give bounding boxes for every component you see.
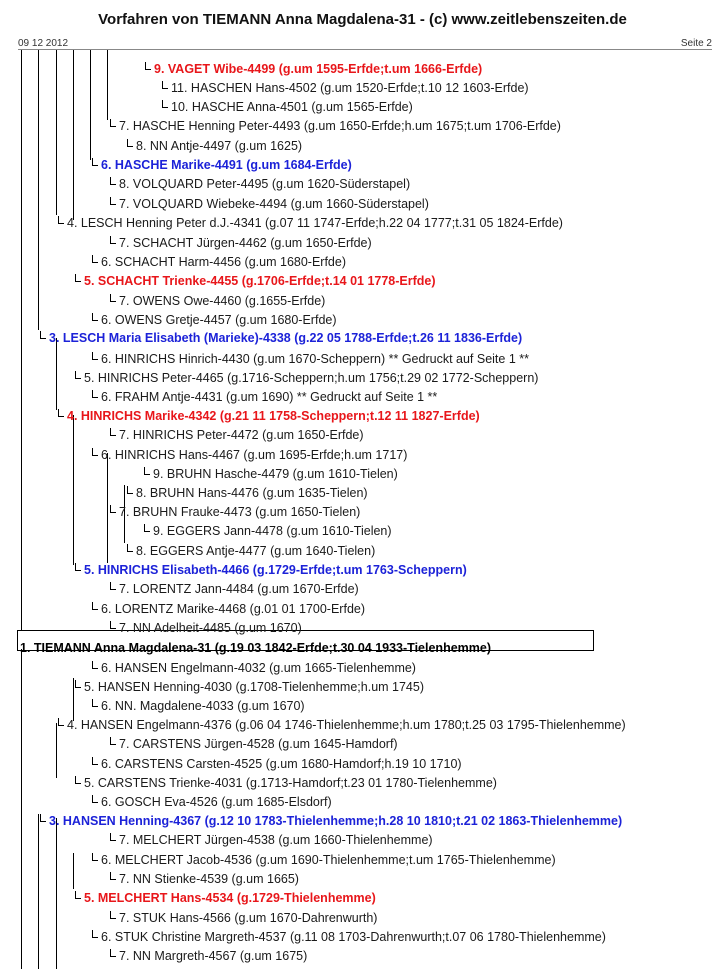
tree-connector bbox=[92, 390, 98, 398]
ancestor-entry bbox=[162, 100, 413, 114]
tree-connector bbox=[75, 891, 81, 899]
ancestor-text: 6. STUK Christine Margreth-4537 (g.11 08 1703-Dahrenwurth;t.07 06 1780-Thielenhemme) bbox=[101, 930, 606, 944]
ancestor-entry bbox=[75, 371, 538, 385]
tree-connector bbox=[110, 621, 116, 629]
tree-line bbox=[90, 50, 91, 160]
ancestor-entry bbox=[110, 119, 561, 133]
ancestor-text: 4. HINRICHS Marike-4342 (g.21 11 1758-Scheppern;t.12 11 1827-Erfde) bbox=[67, 409, 480, 423]
ancestor-entry bbox=[58, 409, 480, 423]
ancestor-entry bbox=[92, 853, 556, 867]
ancestor-text: 7. OWENS Owe-4460 (g.1655-Erfde) bbox=[119, 294, 326, 308]
header-divider bbox=[18, 49, 712, 50]
ancestor-text: 6. SCHACHT Harm-4456 (g.um 1680-Erfde) bbox=[101, 255, 346, 269]
ancestor-text: 7. HASCHE Henning Peter-4493 (g.um 1650-Erfde;h.um 1675;t.um 1706-Erfde) bbox=[119, 119, 561, 133]
ancestor-text: 7. NN Stienke-4539 (g.um 1665) bbox=[119, 872, 299, 886]
ancestor-entry bbox=[75, 891, 376, 905]
ancestor-entry bbox=[127, 486, 368, 500]
tree-connector bbox=[144, 467, 150, 475]
ancestor-entry bbox=[92, 602, 365, 616]
print-date: 09 12 2012 bbox=[18, 38, 69, 49]
ancestor-entry bbox=[92, 661, 416, 675]
ancestor-text: 6. LORENTZ Marike-4468 (g.01 01 1700-Erfde) bbox=[101, 602, 366, 616]
tree-connector bbox=[92, 158, 98, 166]
proband-entry bbox=[20, 641, 491, 655]
ancestor-entry bbox=[92, 255, 346, 269]
tree-connector bbox=[92, 352, 98, 360]
tree-connector bbox=[92, 313, 98, 321]
tree-connector bbox=[40, 814, 46, 822]
ancestor-text: 5. SCHACHT Trienke-4455 (g.1706-Erfde;t.14 01 1778-Erfde) bbox=[84, 274, 436, 288]
tree-connector bbox=[75, 371, 81, 379]
tree-connector bbox=[92, 795, 98, 803]
ancestor-text: 6. FRAHM Antje-4431 (g.um 1690) ** Gedruckt auf Seite 1 ** bbox=[101, 390, 438, 404]
tree-connector bbox=[58, 718, 64, 726]
ancestor-text: 6. MELCHERT Jacob-4536 (g.um 1690-Thielenhemme;t.um 1765-Thielenhemme) bbox=[101, 853, 556, 867]
tree-connector bbox=[58, 409, 64, 417]
tree-connector bbox=[92, 699, 98, 707]
ancestor-text: 5. HINRICHS Elisabeth-4466 (g.1729-Erfde;t.um 1763-Scheppern) bbox=[84, 563, 467, 577]
tree-connector bbox=[58, 216, 64, 224]
tree-line bbox=[56, 818, 57, 969]
ancestor-text: 4. LESCH Henning Peter d.J.-4341 (g.07 11 1747-Erfde;h.22 04 1777;t.31 05 1824-Erfde) bbox=[67, 216, 563, 230]
ancestor-text: 6. OWENS Gretje-4457 (g.um 1680-Erfde) bbox=[101, 313, 337, 327]
tree-connector bbox=[110, 582, 116, 590]
ancestor-entry bbox=[110, 197, 429, 211]
ancestor-text: 6. GOSCH Eva-4526 (g.um 1685-Elsdorf) bbox=[101, 795, 332, 809]
ancestor-text: 5. MELCHERT Hans-4534 (g.1729-Thielenhemme) bbox=[84, 891, 376, 905]
tree-connector bbox=[110, 505, 116, 513]
tree-line bbox=[73, 853, 74, 889]
ancestor-entry bbox=[110, 737, 398, 751]
ancestor-text: 7. NN Margreth-4567 (g.um 1675) bbox=[119, 949, 308, 963]
ancestor-text: 9. VAGET Wibe-4499 (g.um 1595-Erfde;t.um 1666-Erfde) bbox=[154, 62, 483, 76]
tree-line bbox=[73, 678, 74, 721]
tree-line bbox=[73, 415, 74, 565]
tree-line bbox=[107, 50, 108, 120]
ancestor-text: 1. TIEMANN Anna Magdalena-31 (g.19 03 1842-Erfde;t.30 04 1933-Tielenhemme) bbox=[20, 641, 492, 655]
ancestor-text: 5. HANSEN Henning-4030 (g.1708-Tielenhemme;h.um 1745) bbox=[84, 680, 424, 694]
ancestor-text: 7. VOLQUARD Wiebeke-4494 (g.um 1660-Süderstapel) bbox=[119, 197, 429, 211]
ancestor-entry bbox=[92, 757, 462, 771]
ancestor-text: 9. BRUHN Hasche-4479 (g.um 1610-Tielen) bbox=[153, 467, 398, 481]
ancestor-entry bbox=[110, 911, 377, 925]
ancestor-text: 8. VOLQUARD Peter-4495 (g.um 1620-Süderstapel) bbox=[119, 177, 411, 191]
ancestor-text: 7. CARSTENS Jürgen-4528 (g.um 1645-Hamdorf) bbox=[119, 737, 398, 751]
tree-line bbox=[21, 50, 22, 630]
ancestor-text: 11. HASCHEN Hans-4502 (g.um 1520-Erfde;t.10 12 1603-Erfde) bbox=[171, 81, 529, 95]
tree-connector bbox=[145, 62, 151, 70]
ancestor-entry bbox=[110, 872, 299, 886]
ancestor-entry bbox=[75, 274, 436, 288]
ancestor-entry bbox=[110, 833, 433, 847]
tree-connector bbox=[75, 680, 81, 688]
ancestor-entry bbox=[92, 352, 529, 366]
tree-connector bbox=[127, 139, 133, 147]
tree-connector bbox=[110, 872, 116, 880]
tree-connector bbox=[75, 776, 81, 784]
ancestor-entry bbox=[40, 331, 522, 345]
ancestor-text: 8. BRUHN Hans-4476 (g.um 1635-Tielen) bbox=[136, 486, 368, 500]
tree-connector bbox=[110, 833, 116, 841]
page-number: Seite 2 bbox=[680, 38, 712, 49]
tree-connector bbox=[162, 81, 168, 89]
ancestor-entry bbox=[162, 81, 529, 95]
tree-connector bbox=[144, 524, 150, 532]
tree-connector bbox=[110, 177, 116, 185]
ancestor-entry bbox=[92, 699, 305, 713]
ancestor-text: 6. CARSTENS Carsten-4525 (g.um 1680-Hamdorf;h.19 10 1710) bbox=[101, 757, 462, 771]
ancestor-entry bbox=[145, 62, 482, 76]
tree-connector bbox=[110, 236, 116, 244]
ancestor-text: 7. NN Adelheit-4485 (g.um 1670) bbox=[119, 621, 302, 635]
tree-connector bbox=[92, 930, 98, 938]
tree-connector bbox=[110, 119, 116, 127]
ancestor-text: 7. STUK Hans-4566 (g.um 1670-Dahrenwurth) bbox=[119, 911, 378, 925]
ancestor-entry bbox=[58, 718, 626, 732]
tree-connector bbox=[110, 294, 116, 302]
tree-connector bbox=[110, 737, 116, 745]
ancestor-text: 4. HANSEN Engelmann-4376 (g.06 04 1746-Thielenhemme;h.um 1780;t.25 03 1795-Thielenhemme) bbox=[67, 718, 626, 732]
ancestor-entry bbox=[92, 390, 437, 404]
ancestor-text: 6. HASCHE Marike-4491 (g.um 1684-Erfde) bbox=[101, 158, 352, 172]
ancestor-entry bbox=[110, 428, 364, 442]
ancestor-entry bbox=[92, 448, 407, 462]
ancestor-entry bbox=[40, 814, 622, 828]
ancestor-entry bbox=[110, 236, 372, 250]
tree-connector bbox=[127, 486, 133, 494]
ancestor-entry bbox=[110, 949, 307, 963]
tree-line bbox=[38, 814, 39, 969]
tree-connector bbox=[92, 757, 98, 765]
tree-line bbox=[21, 649, 22, 969]
ancestor-entry bbox=[58, 216, 563, 230]
tree-connector bbox=[110, 949, 116, 957]
ancestor-entry bbox=[127, 544, 375, 558]
ancestor-entry bbox=[92, 795, 332, 809]
tree-line bbox=[56, 50, 57, 215]
ancestor-text: 9. EGGERS Jann-4478 (g.um 1610-Tielen) bbox=[153, 524, 392, 538]
tree-connector bbox=[75, 563, 81, 571]
tree-line bbox=[73, 50, 74, 220]
ancestor-entry bbox=[110, 582, 359, 596]
ancestor-entry bbox=[92, 313, 337, 327]
ancestor-text: 6. HINRICHS Hans-4467 (g.um 1695-Erfde;h.um 1717) bbox=[101, 448, 408, 462]
tree-connector bbox=[110, 428, 116, 436]
tree-connector bbox=[92, 602, 98, 610]
ancestor-text: 3. HANSEN Henning-4367 (g.12 10 1783-Thielenhemme;h.28 10 1810;t.21 02 1863-Thielenhemme) bbox=[49, 814, 623, 828]
ancestor-text: 7. LORENTZ Jann-4484 (g.um 1670-Erfde) bbox=[119, 582, 359, 596]
tree-line bbox=[38, 50, 39, 330]
ancestor-entry bbox=[110, 505, 360, 519]
tree-line bbox=[107, 453, 108, 563]
ancestor-text: 6. HANSEN Engelmann-4032 (g.um 1665-Tielenhemme) bbox=[101, 661, 416, 675]
tree-connector bbox=[92, 853, 98, 861]
tree-connector bbox=[162, 100, 168, 108]
tree-connector bbox=[92, 255, 98, 263]
ancestor-entry bbox=[110, 621, 302, 635]
page-title: Vorfahren von TIEMANN Anna Magdalena-31 - (c) www.zeitlebenszeiten.de bbox=[98, 11, 627, 28]
ancestor-entry bbox=[92, 158, 352, 172]
ancestor-entry bbox=[75, 680, 424, 694]
tree-line bbox=[56, 338, 57, 410]
ancestor-text: 10. HASCHE Anna-4501 (g.um 1565-Erfde) bbox=[171, 100, 413, 114]
ancestor-entry bbox=[110, 294, 325, 308]
tree-connector bbox=[75, 274, 81, 282]
ancestor-text: 3. LESCH Maria Elisabeth (Marieke)-4338 (g.22 05 1788-Erfde;t.26 11 1836-Erfde) bbox=[49, 331, 523, 345]
ancestor-entry bbox=[144, 524, 392, 538]
ancestor-text: 7. SCHACHT Jürgen-4462 (g.um 1650-Erfde) bbox=[119, 236, 372, 250]
ancestor-entry bbox=[92, 930, 606, 944]
ancestor-text: 6. NN. Magdalene-4033 (g.um 1670) bbox=[101, 699, 305, 713]
ancestor-entry bbox=[75, 563, 467, 577]
tree-line bbox=[56, 723, 57, 778]
ancestor-text: 7. MELCHERT Jürgen-4538 (g.um 1660-Thielenhemme) bbox=[119, 833, 433, 847]
tree-connector bbox=[110, 911, 116, 919]
tree-connector bbox=[40, 331, 46, 339]
ancestor-text: 8. EGGERS Antje-4477 (g.um 1640-Tielen) bbox=[136, 544, 376, 558]
ancestor-text: 8. NN Antje-4497 (g.um 1625) bbox=[136, 139, 303, 153]
tree-connector bbox=[127, 544, 133, 552]
tree-connector bbox=[92, 448, 98, 456]
ancestor-entry bbox=[144, 467, 398, 481]
tree-connector bbox=[110, 197, 116, 205]
ancestor-entry bbox=[110, 177, 410, 191]
ancestor-text: 5. CARSTENS Trienke-4031 (g.1713-Hamdorf;t.23 01 1780-Tielenhemme) bbox=[84, 776, 497, 790]
tree-connector bbox=[92, 661, 98, 669]
ancestor-entry bbox=[127, 139, 302, 153]
ancestor-entry bbox=[75, 776, 497, 790]
ancestor-text: 6. HINRICHS Hinrich-4430 (g.um 1670-Scheppern) ** Gedruckt auf Seite 1 ** bbox=[101, 352, 529, 366]
ancestor-text: 5. HINRICHS Peter-4465 (g.1716-Scheppern;h.um 1756;t.29 02 1772-Scheppern) bbox=[84, 371, 539, 385]
ancestor-text: 7. HINRICHS Peter-4472 (g.um 1650-Erfde) bbox=[119, 428, 364, 442]
ancestor-text: 7. BRUHN Frauke-4473 (g.um 1650-Tielen) bbox=[119, 505, 361, 519]
